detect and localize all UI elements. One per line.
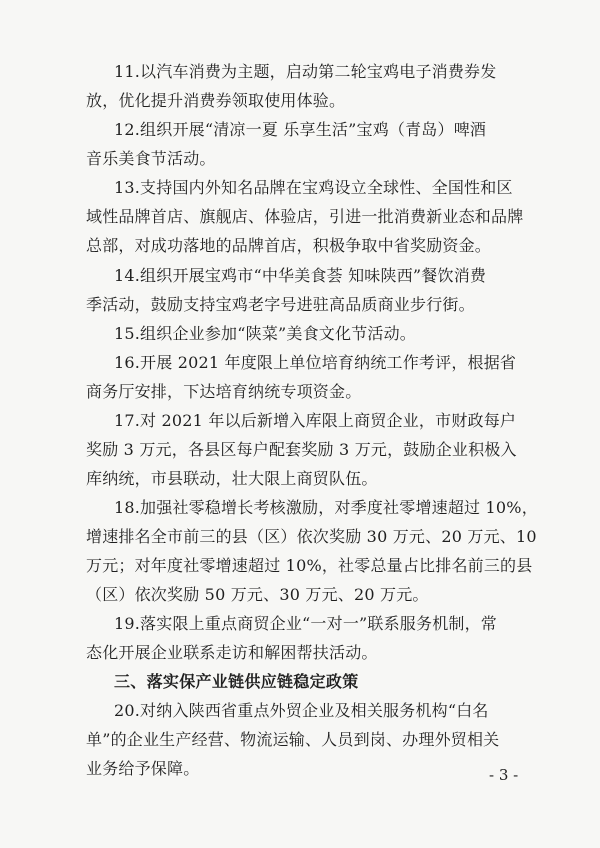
paragraph-18-line-1: 18.加强社零稳增长考核激励，对季度社零增速超过 10%， [114,498,538,517]
paragraph-18-line-2: 增速排名全市前三的县（区）依次奖励 30 万元、20 万元、10 [86,527,537,546]
paragraph-17-line-3: 库纳统，市县联动，壮大限上商贸队伍。 [86,469,378,488]
paragraph-20-line-2: 单”的企业生产经营、物流运输、人员到岗、办理外贸相关 [86,730,500,749]
paragraph-20-line-3: 业务给予保障。 [86,759,200,778]
paragraph-18-line-3: 万元；对年度社零增速超过 10%，社零总量占比排名前三的县 [86,556,533,575]
paragraph-13-line-2: 域性品牌首店、旗舰店、体验店，引进一批消费新业态和品牌 [86,207,524,226]
section-heading-3: 三、落实保产业链供应链稳定政策 [114,672,359,691]
paragraph-19-line-2: 态化开展企业联系走访和解困帮扶活动。 [86,643,378,662]
paragraph-16-line-1: 16.开展 2021 年度限上单位培育纳统工作考评，根据省 [114,353,517,372]
paragraph-13-line-3: 总部，对成功落地的品牌首店，积极争取中省奖励资金。 [86,236,492,255]
paragraph-20-line-1: 20.对纳入陕西省重点外贸企业及相关服务机构“白名 [114,701,489,720]
paragraph-17-line-1: 17.对 2021 年以后新增入库限上商贸企业，市财政每户 [114,411,517,430]
paragraph-12-line-2: 音乐美食节活动。 [86,149,216,168]
paragraph-11-line-2: 放，优化提升消费券领取使用体验。 [86,91,346,110]
paragraph-13-line-1: 13.支持国内外知名品牌在宝鸡设立全球性、全国性和区 [114,178,513,197]
paragraph-14-line-2: 季活动，鼓励支持宝鸡老字号进驻高品质商业步行街。 [86,295,475,314]
paragraph-16-line-2: 商务厅安排，下达培育纳统专项资金。 [86,382,362,401]
paragraph-18-line-4: （区）依次奖励 50 万元、30 万元、20 万元。 [86,585,429,604]
paragraph-14-line-1: 14.组织开展宝鸡市“中华美食荟 知味陕西”餐饮消费 [114,266,487,285]
paragraph-11-line-1: 11.以汽车消费为主题，启动第二轮宝鸡电子消费券发 [114,62,497,81]
paragraph-17-line-2: 奖励 3 万元，各县区每户配套奖励 3 万元，鼓励企业积极入 [86,440,517,459]
paragraph-12-line-1: 12.组织开展“清凉一夏 乐享生活”宝鸡（青岛）啤酒 [114,120,487,139]
page-number: - 3 - [489,766,519,784]
paragraph-15-line-1: 15.组织企业参加“陕菜”美食文化节活动。 [114,324,417,343]
paragraph-19-line-1: 19.落实限上重点商贸企业“一对一”联系服务机制，常 [114,614,498,633]
